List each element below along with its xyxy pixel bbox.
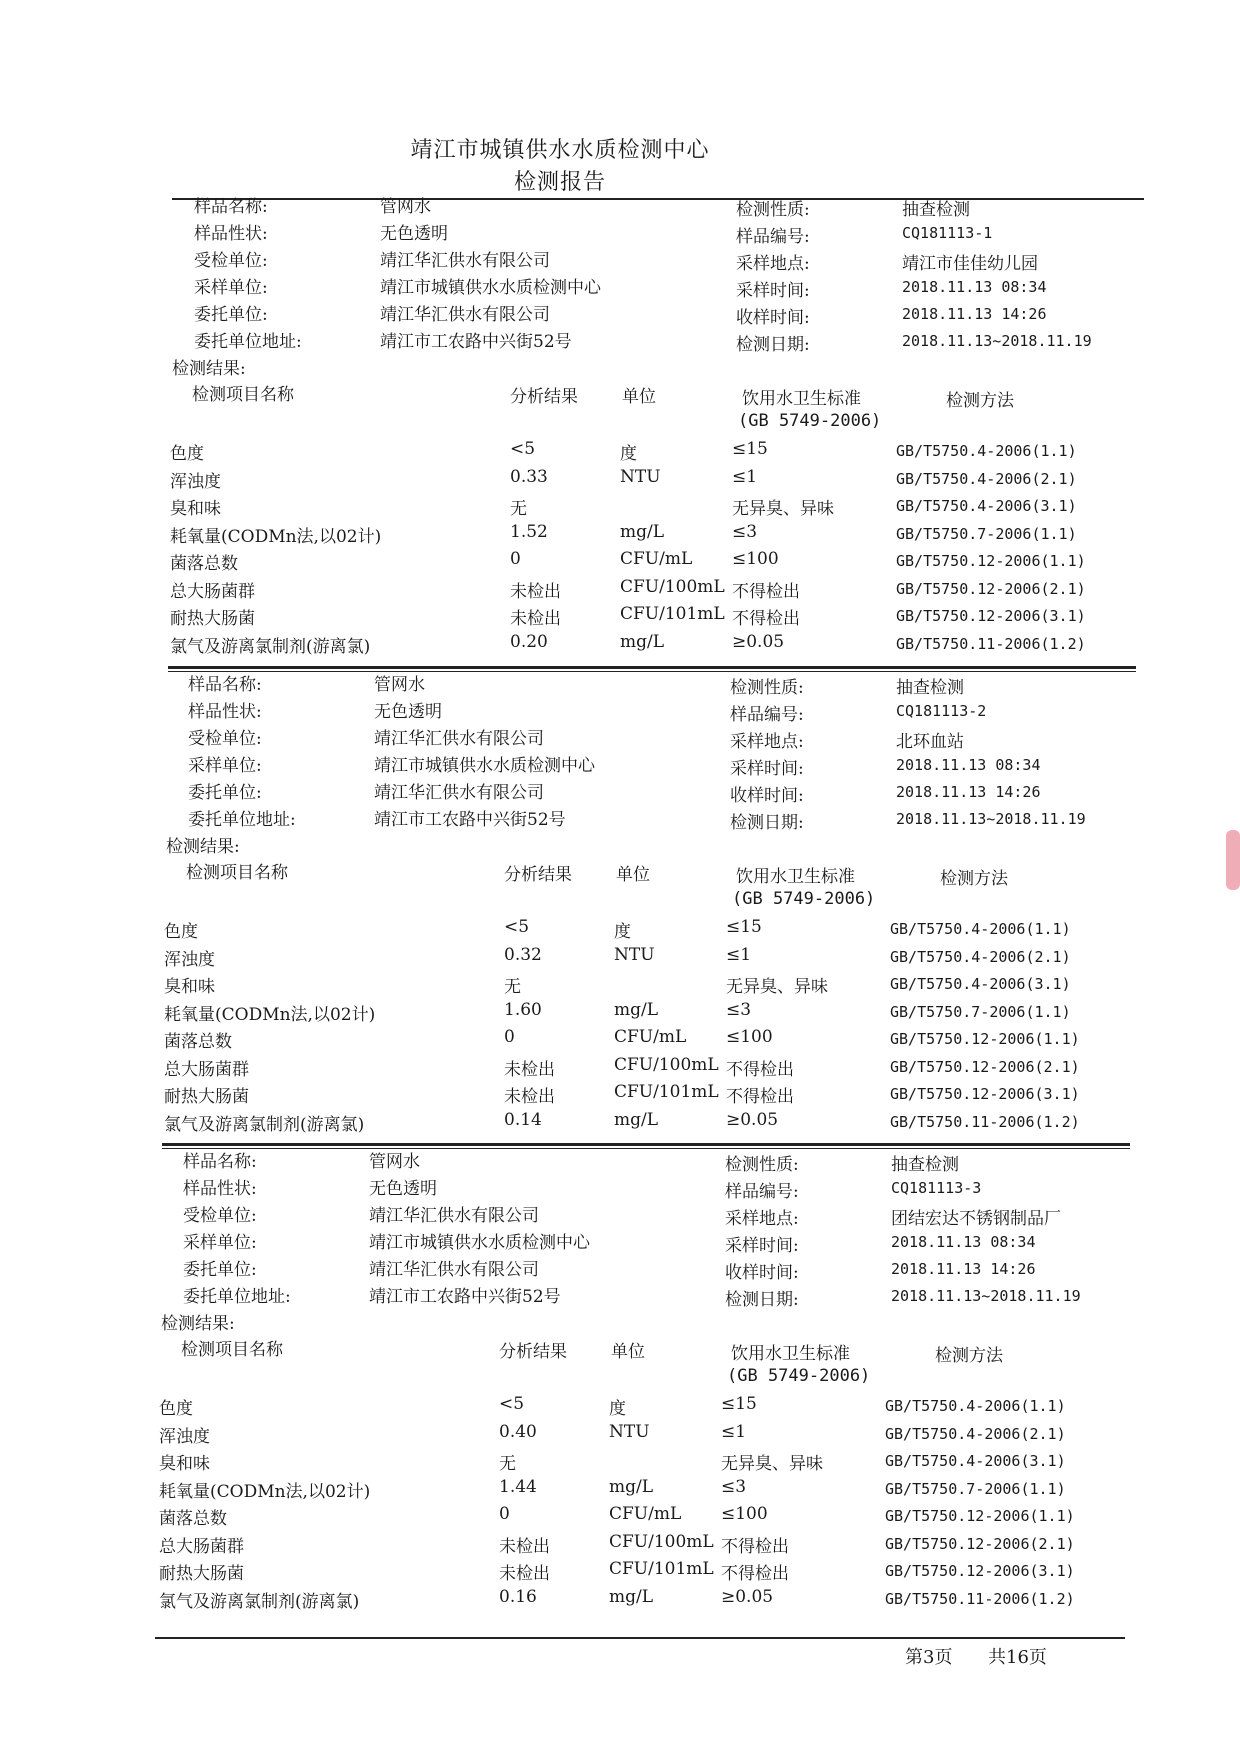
label-sampling-site: 采样地点:	[725, 1209, 799, 1229]
value-client-address: 靖江市工农路中兴街52号	[374, 810, 566, 830]
row-method: GB/T5750.4-2006(1.1)	[896, 442, 1077, 460]
row-item: 菌落总数	[170, 554, 238, 574]
row-item: 总大肠菌群	[164, 1059, 249, 1080]
value-client-unit: 靖江华汇供水有限公司	[380, 305, 550, 325]
row-result: 未检出	[504, 1059, 555, 1080]
label-test-nature: 检测性质:	[730, 678, 804, 698]
label-sample-no: 样品编号:	[730, 705, 804, 725]
row-method: GB/T5750.12-2006(2.1)	[896, 579, 1086, 598]
row-result: 未检出	[510, 609, 561, 629]
header-method: 检测方法	[940, 869, 1008, 889]
row-method: GB/T5750.11-2006(1.2)	[896, 634, 1086, 653]
header-item: 检测项目名称	[186, 863, 288, 883]
row-item: 臭和味	[170, 499, 221, 519]
row-result: <5	[499, 1394, 525, 1414]
label-results: 检测结果:	[161, 1314, 235, 1334]
row-result: 未检出	[499, 1564, 550, 1584]
row-result: <5	[510, 439, 536, 459]
row-method: GB/T5750.7-2006(1.1)	[896, 524, 1077, 543]
section-divider-2-b	[162, 1148, 1130, 1149]
header-item: 检测项目名称	[192, 385, 294, 405]
row-unit: CFU/101mL	[609, 1559, 714, 1579]
value-sampling-time: 2018.11.13 08:34	[896, 756, 1041, 774]
value-sampling-site: 北环血站	[896, 732, 964, 752]
row-standard: 不得检出	[732, 609, 800, 629]
header-unit: 单位	[622, 387, 656, 407]
label-client-unit: 委托单位:	[194, 305, 268, 325]
row-result: 0	[504, 1027, 515, 1047]
row-method: GB/T5750.12-2006(3.1)	[890, 1085, 1080, 1103]
row-result: 0.16	[499, 1586, 537, 1607]
value-sample-no: CQ181113-2	[896, 702, 987, 720]
row-result: 0	[510, 549, 521, 569]
row-unit: 度	[609, 1399, 626, 1419]
label-client-unit: 委托单位:	[188, 783, 262, 803]
row-standard: 无异臭、异味	[726, 977, 828, 997]
value-inspected-unit: 靖江华汇供水有限公司	[374, 729, 544, 749]
sample-section-2	[0, 670, 1234, 1140]
row-item: 臭和味	[159, 1454, 210, 1474]
header-unit: 单位	[616, 865, 650, 885]
row-item: 耐热大肠菌	[170, 609, 255, 629]
row-standard: ≤15	[721, 1394, 757, 1414]
row-item: 浑浊度	[170, 471, 221, 492]
row-unit: mg/L	[620, 631, 665, 652]
row-item: 色度	[170, 444, 204, 464]
value-sample-name: 管网水	[380, 197, 431, 217]
row-standard: ≤1	[732, 466, 758, 487]
divider-bottom	[155, 1637, 1125, 1639]
label-sample-name: 样品名称:	[188, 675, 262, 695]
row-item: 耐热大肠菌	[164, 1087, 249, 1107]
row-result: 1.44	[499, 1476, 537, 1497]
value-inspected-unit: 靖江华汇供水有限公司	[369, 1206, 539, 1226]
row-standard: ≤100	[732, 549, 779, 569]
row-result: 未检出	[510, 581, 561, 602]
value-sampling-unit: 靖江市城镇供水水质检测中心	[380, 278, 601, 298]
report-title: 靖江市城镇供水水质检测中心	[410, 138, 710, 163]
header-standard: 饮用水卫生标准	[731, 1344, 850, 1364]
label-receive-time: 收样时间:	[730, 786, 804, 806]
header-method: 检测方法	[935, 1346, 1003, 1366]
value-sampling-site: 团结宏达不锈钢制品厂	[891, 1209, 1061, 1229]
row-unit: mg/L	[609, 1586, 654, 1607]
label-receive-time: 收样时间:	[725, 1263, 799, 1283]
row-standard: ≤15	[726, 917, 762, 937]
row-unit: mg/L	[609, 1476, 654, 1497]
value-inspected-unit: 靖江华汇供水有限公司	[380, 251, 550, 271]
value-test-nature: 抽查检测	[896, 678, 964, 698]
row-standard: ≥0.05	[732, 631, 785, 652]
row-method: GB/T5750.4-2006(1.1)	[885, 1397, 1066, 1415]
sample-section-3	[0, 1147, 1229, 1617]
label-sampling-time: 采样时间:	[736, 281, 810, 301]
row-method: GB/T5750.12-2006(2.1)	[885, 1534, 1075, 1553]
row-result: 无	[510, 499, 527, 519]
row-standard: ≤15	[732, 439, 768, 459]
row-item: 耗氧量(CODMn法,以02计)	[159, 1481, 371, 1502]
row-method: GB/T5750.7-2006(1.1)	[890, 1002, 1071, 1021]
label-test-nature: 检测性质:	[736, 200, 810, 220]
row-method: GB/T5750.4-2006(3.1)	[896, 497, 1077, 515]
row-method: GB/T5750.4-2006(3.1)	[885, 1452, 1066, 1470]
row-item: 耗氧量(CODMn法,以02计)	[170, 526, 382, 547]
row-unit: CFU/mL	[620, 549, 693, 569]
row-result: 0.14	[504, 1109, 542, 1130]
row-unit: CFU/101mL	[620, 604, 725, 624]
label-sample-no: 样品编号:	[725, 1182, 799, 1202]
label-test-nature: 检测性质:	[725, 1155, 799, 1175]
value-sample-state: 无色透明	[369, 1179, 437, 1199]
label-client-address: 委托单位地址:	[194, 332, 302, 352]
row-standard: ≤3	[721, 1476, 747, 1497]
row-standard: 不得检出	[721, 1564, 789, 1584]
row-method: GB/T5750.4-2006(2.1)	[896, 469, 1077, 488]
row-method: GB/T5750.12-2006(3.1)	[885, 1562, 1075, 1580]
row-item: 浑浊度	[159, 1426, 210, 1447]
row-method: GB/T5750.7-2006(1.1)	[885, 1479, 1066, 1498]
row-unit: CFU/100mL	[614, 1054, 719, 1075]
row-result: 0.32	[504, 944, 542, 965]
header-standard-code: (GB 5749-2006)	[738, 411, 882, 431]
label-sample-name: 样品名称:	[194, 197, 268, 217]
row-result: 无	[504, 977, 521, 997]
label-test-date: 检测日期:	[730, 813, 804, 833]
header-result: 分析结果	[504, 865, 572, 885]
row-method: GB/T5750.11-2006(1.2)	[890, 1112, 1080, 1131]
value-test-nature: 抽查检测	[902, 200, 970, 220]
value-sample-name: 管网水	[369, 1152, 420, 1172]
row-unit: CFU/100mL	[609, 1531, 714, 1552]
label-test-date: 检测日期:	[736, 335, 810, 355]
value-client-unit: 靖江华汇供水有限公司	[374, 783, 544, 803]
row-unit: CFU/101mL	[614, 1082, 719, 1102]
label-sample-state: 样品性状:	[188, 702, 262, 722]
label-sampling-site: 采样地点:	[736, 254, 810, 274]
row-unit: CFU/mL	[614, 1027, 687, 1047]
value-sample-state: 无色透明	[374, 702, 442, 722]
label-results: 检测结果:	[172, 359, 246, 379]
value-client-address: 靖江市工农路中兴街52号	[380, 332, 572, 352]
row-item: 氯气及游离氯制剂(游离氯)	[170, 636, 371, 657]
row-result: 0.40	[499, 1421, 537, 1442]
value-test-date: 2018.11.13~2018.11.19	[896, 810, 1086, 828]
row-standard: ≤3	[726, 999, 752, 1020]
value-sampling-time: 2018.11.13 08:34	[902, 278, 1047, 296]
row-method: GB/T5750.4-2006(2.1)	[890, 947, 1071, 966]
value-sample-no: CQ181113-1	[902, 224, 993, 242]
header-result: 分析结果	[499, 1342, 567, 1362]
label-inspected-unit: 受检单位:	[188, 729, 262, 749]
row-unit: NTU	[620, 466, 661, 487]
row-standard: ≤3	[732, 521, 758, 542]
row-unit: mg/L	[620, 521, 665, 542]
value-sampling-unit: 靖江市城镇供水水质检测中心	[369, 1233, 590, 1253]
row-standard: 无异臭、异味	[732, 499, 834, 519]
row-method: GB/T5750.11-2006(1.2)	[885, 1589, 1075, 1608]
header-unit: 单位	[611, 1342, 645, 1362]
label-client-address: 委托单位地址:	[183, 1287, 291, 1307]
row-method: GB/T5750.12-2006(1.1)	[890, 1030, 1080, 1048]
row-unit: CFU/100mL	[620, 576, 725, 597]
label-sampling-unit: 采样单位:	[183, 1233, 257, 1253]
row-result: 未检出	[499, 1536, 550, 1557]
row-standard: 无异臭、异味	[721, 1454, 823, 1474]
label-receive-time: 收样时间:	[736, 308, 810, 328]
row-item: 色度	[164, 922, 198, 942]
row-result: 无	[499, 1454, 516, 1474]
row-item: 总大肠菌群	[170, 581, 255, 602]
label-sample-state: 样品性状:	[183, 1179, 257, 1199]
row-standard: ≥0.05	[721, 1586, 774, 1607]
row-method: GB/T5750.12-2006(2.1)	[890, 1057, 1080, 1076]
header-method: 检测方法	[946, 391, 1014, 411]
value-sampling-site: 靖江市佳佳幼儿园	[902, 254, 1038, 274]
value-test-nature: 抽查检测	[891, 1155, 959, 1175]
header-result: 分析结果	[510, 387, 578, 407]
section-divider-1	[168, 666, 1136, 669]
label-sampling-unit: 采样单位:	[194, 278, 268, 298]
row-standard: ≤1	[721, 1421, 747, 1442]
section-divider-1-b	[168, 671, 1136, 672]
row-standard: ≥0.05	[726, 1109, 779, 1130]
row-unit: NTU	[614, 944, 655, 965]
row-method: GB/T5750.12-2006(1.1)	[885, 1507, 1075, 1525]
row-standard: ≤100	[721, 1504, 768, 1524]
row-item: 臭和味	[164, 977, 215, 997]
label-sample-state: 样品性状:	[194, 224, 268, 244]
row-item: 耗氧量(CODMn法,以02计)	[164, 1004, 376, 1025]
row-method: GB/T5750.4-2006(3.1)	[890, 975, 1071, 993]
value-sample-state: 无色透明	[380, 224, 448, 244]
row-standard: 不得检出	[726, 1059, 794, 1080]
header-standard: 饮用水卫生标准	[736, 867, 855, 887]
row-standard: 不得检出	[726, 1087, 794, 1107]
report-subtitle: 检测报告	[513, 170, 606, 195]
value-sampling-unit: 靖江市城镇供水水质检测中心	[374, 756, 595, 776]
row-unit: 度	[620, 444, 637, 464]
label-inspected-unit: 受检单位:	[194, 251, 268, 271]
row-unit: NTU	[609, 1421, 650, 1442]
value-client-address: 靖江市工农路中兴街52号	[369, 1287, 561, 1307]
label-sampling-unit: 采样单位:	[188, 756, 262, 776]
row-result: <5	[504, 917, 530, 937]
value-client-unit: 靖江华汇供水有限公司	[369, 1260, 539, 1280]
row-result: 0.33	[510, 466, 548, 487]
label-results: 检测结果:	[166, 837, 240, 857]
row-item: 总大肠菌群	[159, 1536, 244, 1557]
value-receive-time: 2018.11.13 14:26	[902, 305, 1047, 323]
row-item: 氯气及游离氯制剂(游离氯)	[164, 1114, 365, 1135]
row-unit: mg/L	[614, 1109, 659, 1130]
row-unit: mg/L	[614, 999, 659, 1020]
row-method: GB/T5750.4-2006(1.1)	[890, 920, 1071, 938]
row-result: 1.60	[504, 999, 542, 1020]
label-sampling-time: 采样时间:	[730, 759, 804, 779]
row-result: 1.52	[510, 521, 548, 542]
row-standard: ≤1	[726, 944, 752, 965]
label-test-date: 检测日期:	[725, 1290, 799, 1310]
row-method: GB/T5750.12-2006(1.1)	[896, 552, 1086, 570]
row-method: GB/T5750.4-2006(2.1)	[885, 1424, 1066, 1443]
label-sampling-time: 采样时间:	[725, 1236, 799, 1256]
page-number: 第3页	[905, 1647, 953, 1668]
value-sampling-time: 2018.11.13 08:34	[891, 1233, 1036, 1251]
section-divider-2	[162, 1143, 1130, 1146]
header-item: 检测项目名称	[181, 1340, 283, 1360]
label-client-address: 委托单位地址:	[188, 810, 296, 830]
page-total: 共16页	[988, 1647, 1047, 1668]
row-item: 氯气及游离氯制剂(游离氯)	[159, 1591, 360, 1612]
label-inspected-unit: 受检单位:	[183, 1206, 257, 1226]
value-receive-time: 2018.11.13 14:26	[891, 1260, 1036, 1278]
value-sample-name: 管网水	[374, 675, 425, 695]
row-standard: 不得检出	[732, 581, 800, 602]
row-method: GB/T5750.12-2006(3.1)	[896, 607, 1086, 625]
row-result: 0	[499, 1504, 510, 1524]
row-standard: 不得检出	[721, 1536, 789, 1557]
ink-mark	[1226, 830, 1240, 890]
label-client-unit: 委托单位:	[183, 1260, 257, 1280]
row-item: 耐热大肠菌	[159, 1564, 244, 1584]
sample-section-1	[0, 192, 1240, 662]
row-item: 浑浊度	[164, 949, 215, 970]
value-receive-time: 2018.11.13 14:26	[896, 783, 1041, 801]
row-item: 菌落总数	[159, 1509, 227, 1529]
row-result: 0.20	[510, 631, 548, 652]
header-standard-code: (GB 5749-2006)	[732, 889, 876, 909]
row-result: 未检出	[504, 1087, 555, 1107]
label-sample-no: 样品编号:	[736, 227, 810, 247]
row-unit: CFU/mL	[609, 1504, 682, 1524]
header-standard-code: (GB 5749-2006)	[727, 1366, 871, 1386]
header-standard: 饮用水卫生标准	[742, 389, 861, 409]
label-sample-name: 样品名称:	[183, 1152, 257, 1172]
label-sampling-site: 采样地点:	[730, 732, 804, 752]
row-item: 色度	[159, 1399, 193, 1419]
row-standard: ≤100	[726, 1027, 773, 1047]
row-item: 菌落总数	[164, 1032, 232, 1052]
value-test-date: 2018.11.13~2018.11.19	[891, 1287, 1081, 1305]
value-sample-no: CQ181113-3	[891, 1179, 982, 1197]
value-test-date: 2018.11.13~2018.11.19	[902, 332, 1092, 350]
row-unit: 度	[614, 922, 631, 942]
